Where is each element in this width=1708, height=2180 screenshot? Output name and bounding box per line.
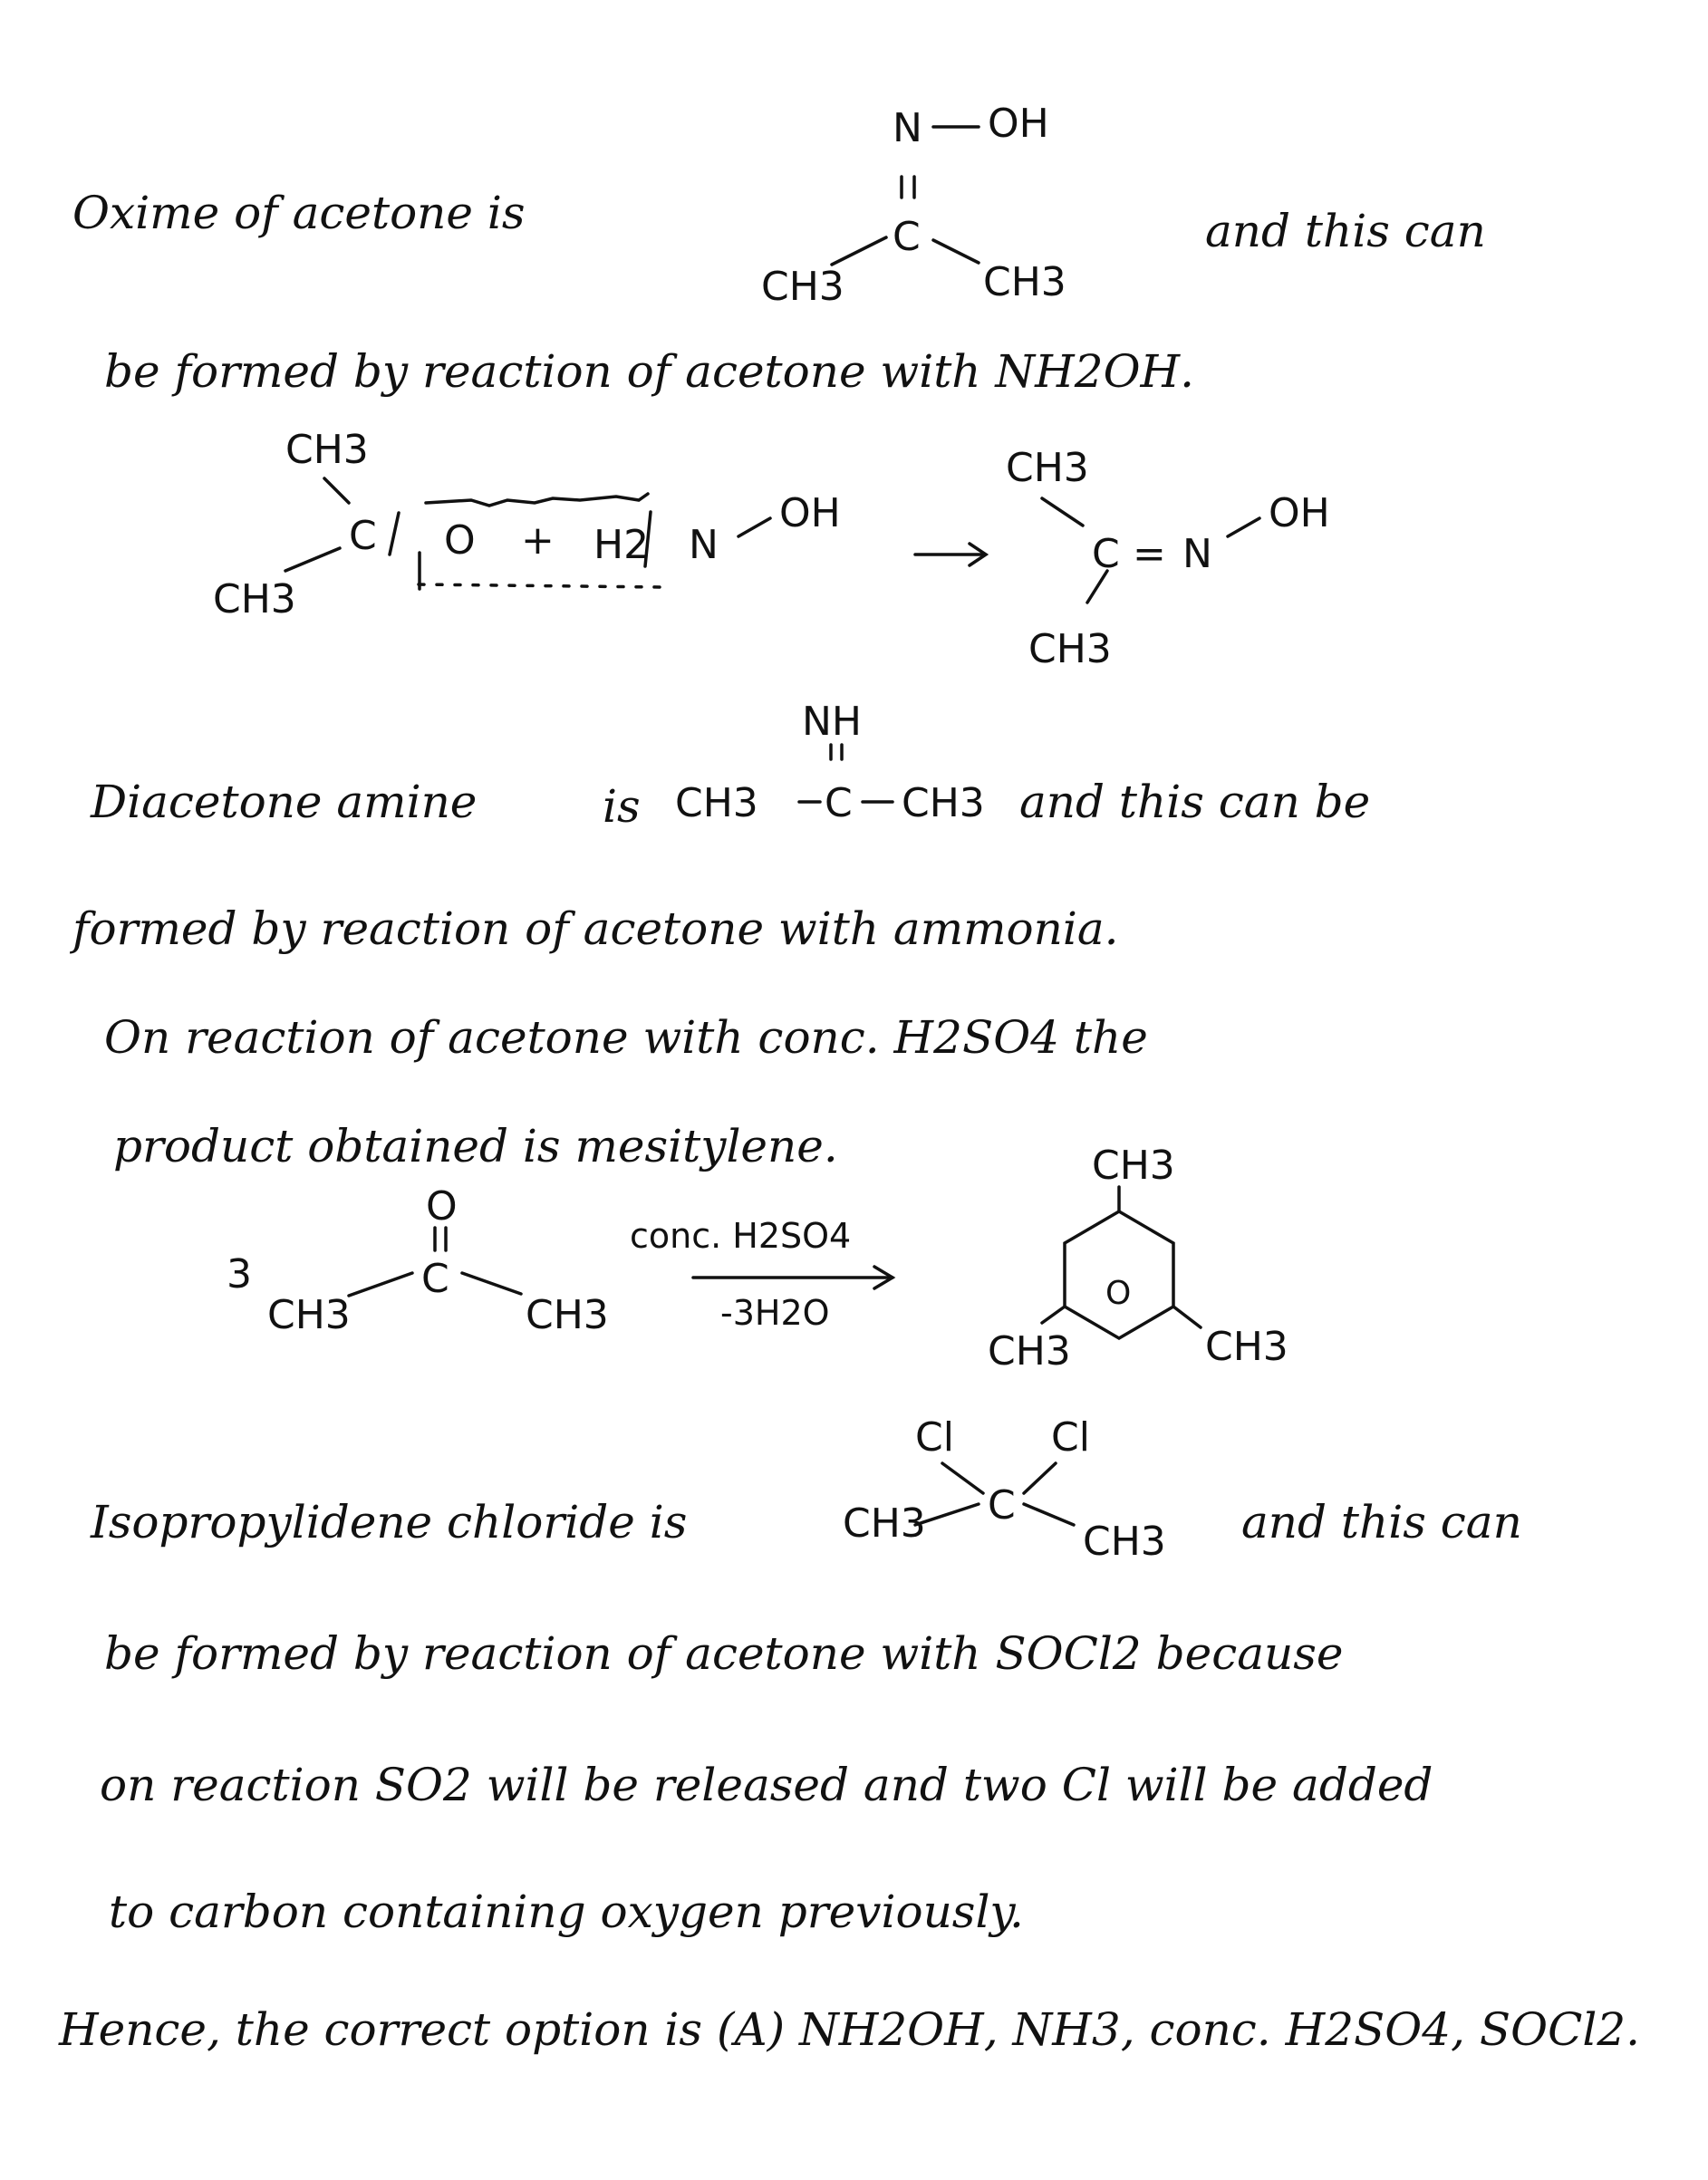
rxn1-product-n: N	[1182, 531, 1212, 577]
diacetone-continuation: and this can be	[1019, 776, 1371, 828]
rxn1-product-ch3-bottom: CH3	[1028, 626, 1112, 672]
oxime-c-label: C	[893, 214, 921, 260]
imine-c-label: C	[825, 780, 853, 826]
final-answer-text: Hence, the correct option is (A) NH2OH, NH3, conc. H2SO4, SOCl2.	[59, 2003, 1641, 2056]
rxn1-h2: H2	[593, 522, 650, 568]
diacetone-is-text: is	[603, 780, 641, 833]
rxn1-plus: +	[521, 517, 555, 564]
oxime-formation-text: be formed by reaction of acetone with NH2OH.	[104, 345, 1195, 398]
dichloride-ch3-left: CH3	[843, 1500, 926, 1547]
ring-ch3-top: CH3	[1092, 1143, 1175, 1189]
ring-center-label: O	[1105, 1275, 1132, 1312]
rxn2-coefficient: 3	[227, 1251, 252, 1297]
rxn1-product-oh: OH	[1269, 490, 1330, 536]
rxn1-product-c: C	[1092, 531, 1120, 577]
rxn1-n: N	[689, 522, 719, 568]
rxn2-c-label: C	[421, 1256, 449, 1302]
isopropylidene-continuation: and this can	[1241, 1496, 1522, 1548]
rxn2-o-label: O	[426, 1183, 458, 1230]
diacetone-amine-label: Diacetone amine	[91, 776, 478, 828]
imine-ch3-left: CH3	[675, 780, 758, 826]
rxn1-oh: OH	[779, 490, 841, 536]
rxn1-reactant-c: C	[349, 513, 377, 559]
rxn2-ch3-left: CH3	[267, 1292, 351, 1338]
rxn1-reactant-o: O	[444, 517, 476, 564]
isopropylidene-conclusion-text: to carbon containing oxygen previously.	[109, 1886, 1024, 1938]
rxn1-product-ch3-top: CH3	[1006, 445, 1089, 491]
rxn2-reagent: conc. H2SO4	[630, 1216, 852, 1256]
dichloride-cl-left: Cl	[915, 1414, 954, 1461]
rxn2-ch3-right: CH3	[526, 1292, 609, 1338]
isopropylidene-reason-text: on reaction SO2 will be released and two Cl will be added	[100, 1759, 1433, 1811]
imine-ch3-right: CH3	[902, 780, 985, 826]
rxn1-product-double-bond: =	[1133, 531, 1166, 577]
oxime-ch3-left: CH3	[761, 264, 844, 310]
ring-ch3-right: CH3	[1205, 1324, 1288, 1370]
ring-ch3-left: CH3	[988, 1328, 1071, 1375]
oxime-oh-label: OH	[988, 101, 1049, 147]
dichloride-ch3-right: CH3	[1083, 1519, 1166, 1565]
rxn1-reactant-ch3-top: CH3	[285, 427, 369, 473]
isopropylidene-formation-text: be formed by reaction of acetone with SOCl2 because	[104, 1627, 1344, 1680]
oxime-intro-text: Oxime of acetone is	[72, 187, 526, 239]
oxime-n-label: N	[893, 105, 922, 151]
dichloride-c-label: C	[988, 1482, 1016, 1529]
rxn2-byproduct: -3H2O	[720, 1293, 830, 1333]
imine-nh-label: NH	[802, 699, 862, 745]
mesitylene-intro-text: On reaction of acetone with conc. H2SO4 the	[104, 1011, 1148, 1064]
diacetone-formation-text: formed by reaction of acetone with ammonia.	[72, 902, 1119, 955]
oxime-ch3-right: CH3	[983, 259, 1066, 305]
dichloride-cl-right: Cl	[1051, 1414, 1090, 1461]
mesitylene-product-text: product obtained is mesitylene.	[113, 1120, 838, 1172]
rxn1-reactant-ch3-bottom: CH3	[213, 576, 296, 622]
isopropylidene-intro-text: Isopropylidene chloride is	[91, 1496, 688, 1548]
oxime-intro-continuation: and this can	[1205, 205, 1486, 257]
